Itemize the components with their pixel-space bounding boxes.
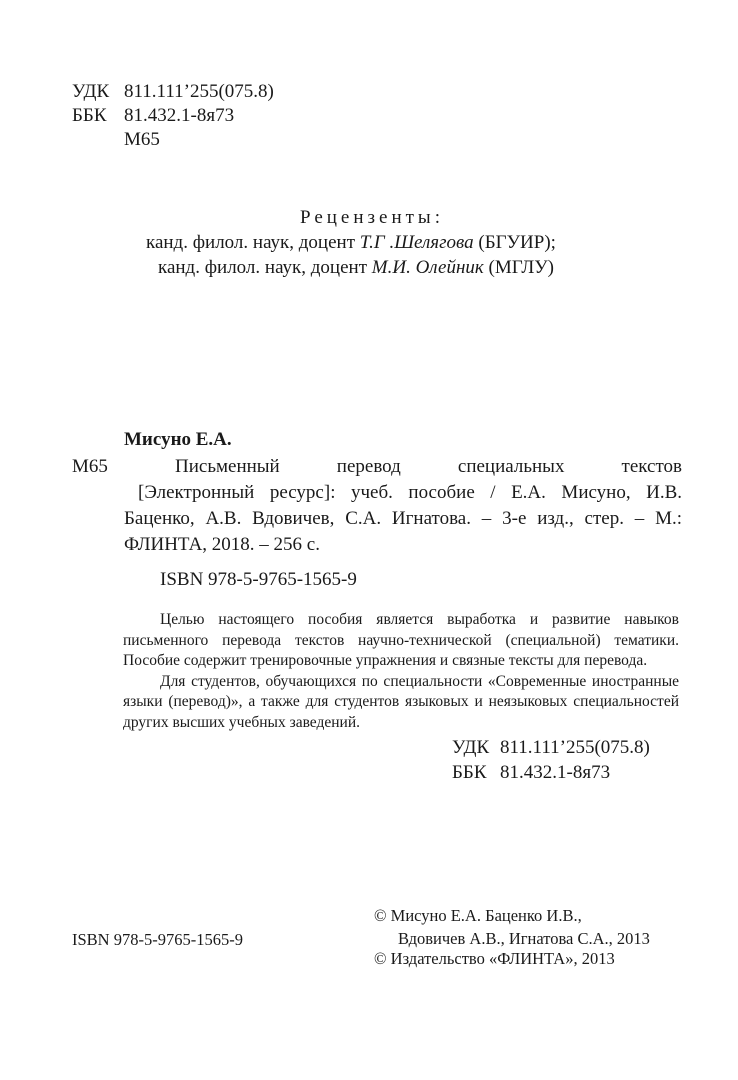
udk-value: 811.111’255(075.8)	[124, 81, 274, 102]
copyright-2: © Издательство «ФЛИНТА», 2013	[374, 949, 615, 968]
entry-isbn: ISBN 978-5-9765-1565-9	[160, 569, 357, 590]
entry-line-2: [Электронный ресурс]: учеб. пособие / Е.А. Мисуно, И.В.	[138, 482, 682, 503]
reviewer-1-prefix: канд. филол. наук, доцент	[146, 232, 356, 253]
reviewer-2-name: М.И. Олейник	[371, 257, 484, 278]
bbk-line	[72, 104, 234, 128]
abstract	[123, 610, 679, 733]
bbk-label: ББК	[72, 105, 107, 126]
copyright-1: © Мисуно Е.А. Баценко И.В.,	[374, 906, 582, 925]
udk-label: УДК	[72, 81, 110, 102]
bbk-value: 81.432.1-8я73	[124, 105, 235, 126]
author-mark: М65	[124, 129, 160, 150]
classif-bbk-label: ББК	[452, 762, 487, 783]
reviewer-2-org: (МГЛУ)	[488, 257, 554, 278]
abstract-paragraph-1: Целью настоящего пособия является выработка и развитие навыков письменного перевода текстов научно-технической (специальной) тематики. Пособие содержит тренировочные упражнения и связные тексты для перевода.	[123, 611, 679, 669]
udk-line	[72, 80, 274, 104]
entry-line-4: ФЛИНТА, 2018. – 256 с.	[124, 534, 320, 555]
copyright-1-cont: Вдовичев А.В., Игнатова С.А., 2013	[398, 929, 650, 948]
reviewer-2	[158, 256, 554, 280]
footer-isbn: ISBN 978-5-9765-1565-9	[72, 930, 243, 949]
reviewers-title: Рецензенты:	[300, 207, 444, 228]
abstract-paragraph-2: Для студентов, обучающихся по специальности «Современные иностранные языки (перевод)», а также для студентов языковых и неязыковых специальностей других высших учебных заведений.	[123, 672, 679, 731]
reviewer-1	[146, 231, 556, 255]
classif-udk	[452, 736, 650, 760]
classif-udk-label: УДК	[452, 737, 490, 758]
classif-bbk	[452, 761, 610, 785]
classif-bbk-value: 81.432.1-8я73	[500, 762, 611, 783]
reviewer-1-org: (БГУИР);	[478, 232, 556, 253]
reviewer-1-name: Т.Г .Шелягова	[359, 232, 474, 253]
reviewer-2-prefix: канд. филол. наук, доцент	[158, 257, 368, 278]
classif-udk-value: 811.111’255(075.8)	[500, 737, 650, 758]
entry-mark: М65	[72, 456, 108, 477]
entry-line-3: Баценко, А.В. Вдовичев, С.А. Игнатова. – 3-е изд., стер. – М.:	[124, 508, 682, 529]
entry-line-1: Письменный перевод специальных текстов	[175, 456, 682, 477]
entry-author: Мисуно Е.А.	[124, 429, 232, 450]
